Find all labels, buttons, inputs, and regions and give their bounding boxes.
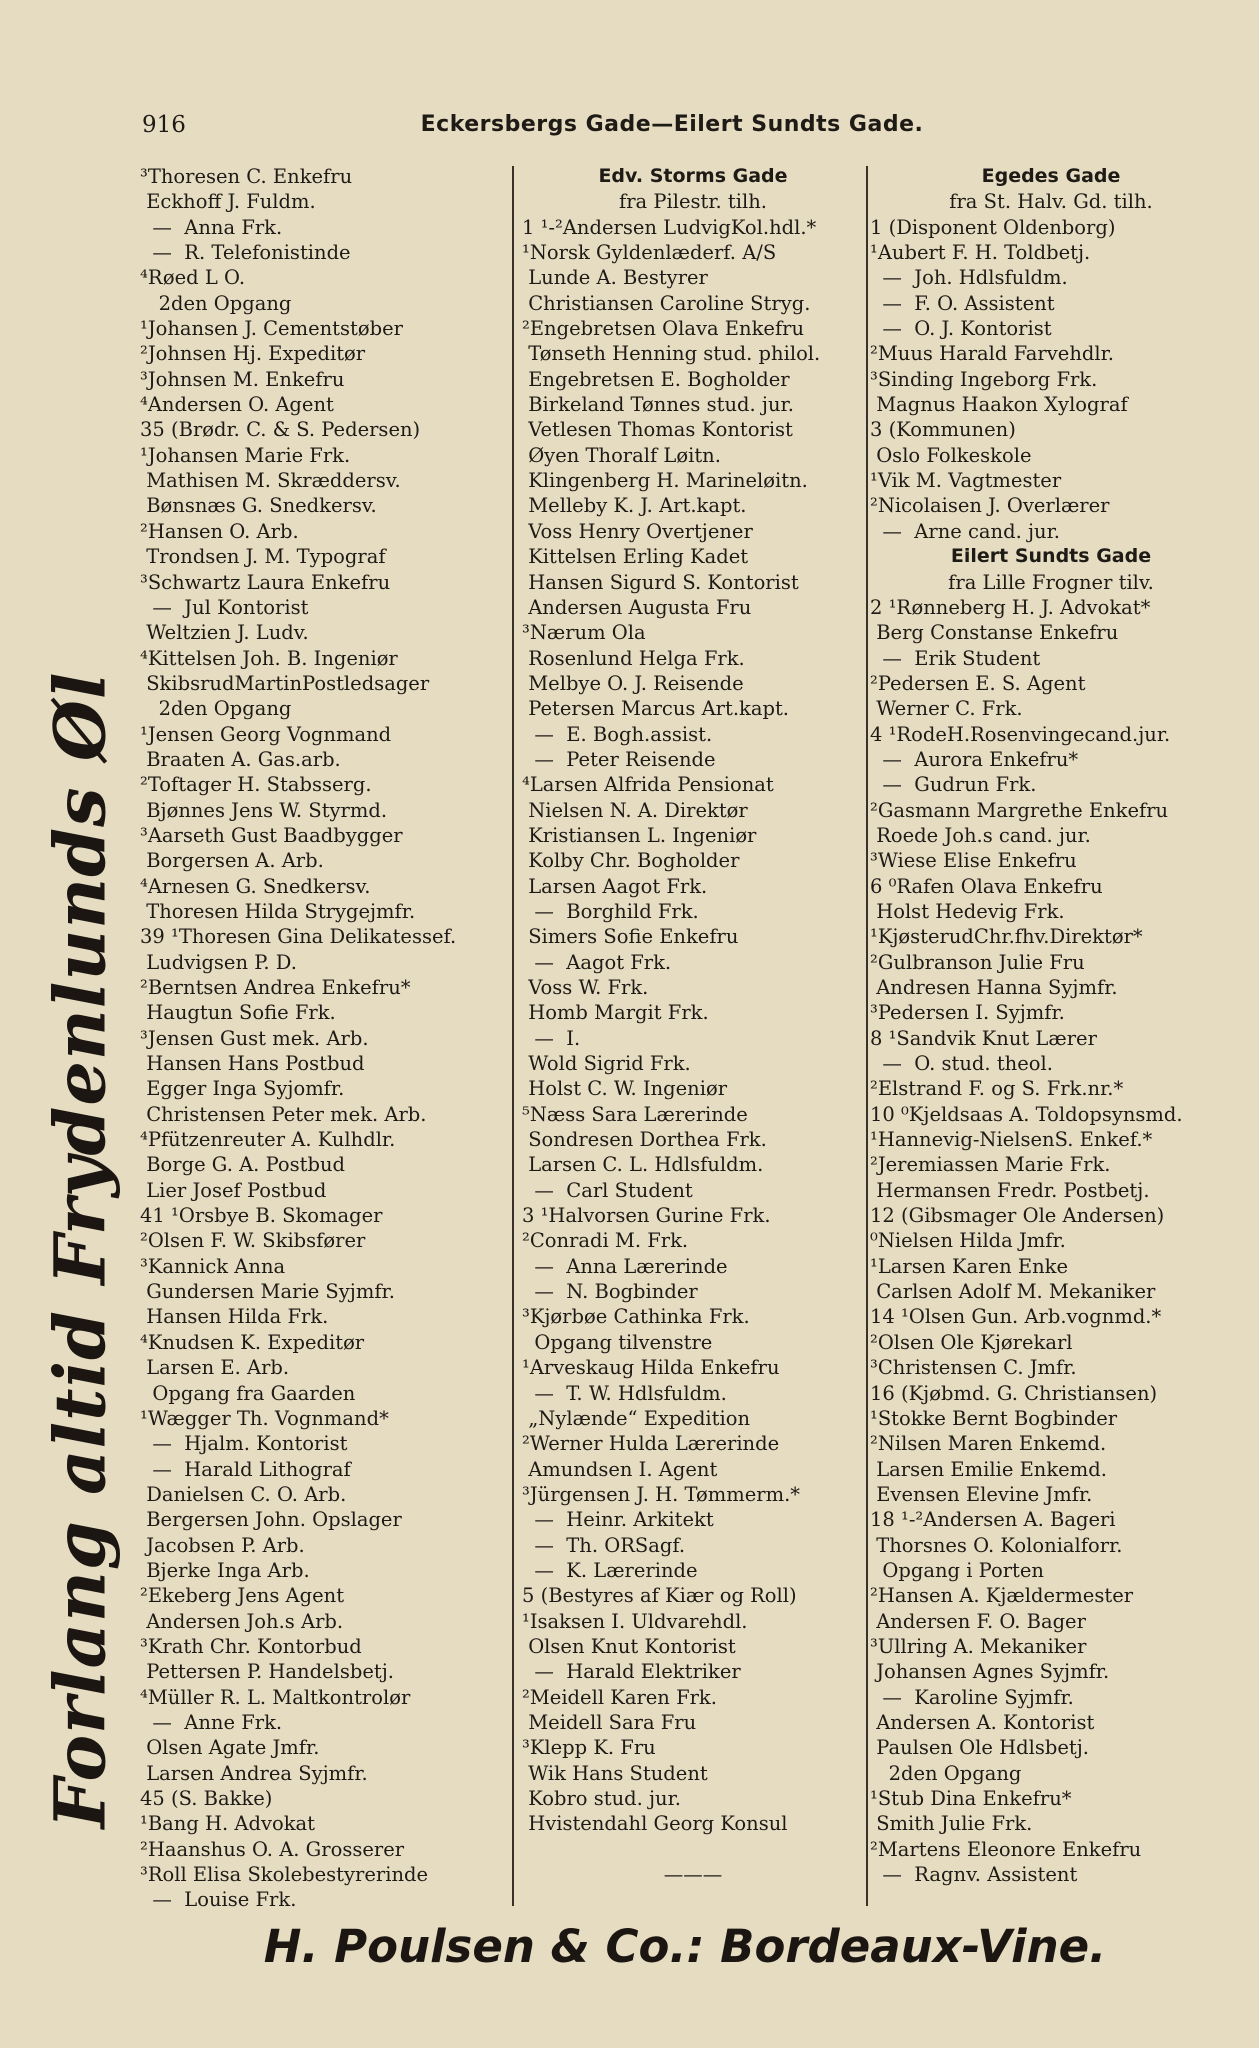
directory-entry: ¹Arveskaug Hilda Enkefru [522, 1356, 780, 1380]
directory-entry: ³Johnsen M. Enkefru [140, 367, 345, 391]
directory-entry: 14 ¹Olsen Gun. Arb.vognmd.* [870, 1305, 1162, 1329]
directory-entry: ⁰Nielsen Hilda Jmfr. [870, 1229, 1066, 1253]
directory-entry: ³Christensen C. Jmfr. [870, 1356, 1077, 1380]
directory-entry: — Harald Elektriker [522, 1660, 741, 1684]
directory-entry: Hansen Hans Postbud [140, 1052, 365, 1076]
directory-entry: Voss Henry Overtjener [522, 519, 753, 543]
directory-entry: ²Gasmann Margrethe Enkefru [870, 798, 1169, 822]
directory-entry: ⁴Andersen O. Agent [140, 393, 334, 417]
directory-entry: Wik Hans Student [522, 1761, 708, 1785]
directory-entry: Opgang tilvenstre [522, 1330, 713, 1354]
directory-entry: 2den Opgang [140, 697, 292, 721]
directory-entry: Lunde A. Bestyrer [522, 266, 708, 290]
directory-entry: Klingenberg H. Marineløitn. [522, 469, 808, 493]
directory-entry: ²Werner Hulda Lærerinde [522, 1432, 780, 1456]
directory-entry: — R. Telefonistinde [140, 241, 351, 265]
directory-entry: Hermansen Fredr. Postbetj. [870, 1178, 1150, 1202]
directory-entry: — O. stud. theol. [870, 1052, 1053, 1076]
directory-entry: ¹KjøsterudChr.fhv.Direktør* [870, 925, 1143, 949]
directory-entry: Trondsen J. M. Typograf [140, 545, 386, 569]
directory-entry: Larsen Andrea Syjmfr. [140, 1761, 368, 1785]
directory-entry: 3 (Kommunen) [870, 418, 1016, 442]
directory-entry: Berg Constanse Enkefru [870, 621, 1119, 645]
directory-entry: — Arne cand. jur. [870, 519, 1060, 543]
directory-entry: Homb Margit Frk. [522, 1001, 709, 1025]
directory-entry: Amundsen I. Agent [522, 1457, 718, 1481]
directory-entry: Borge G. A. Postbud [140, 1153, 346, 1177]
directory-entry: — Erik Student [870, 646, 1041, 670]
directory-entry: 18 ¹-²Andersen A. Bageri [870, 1508, 1116, 1532]
directory-entry: ⁴Røed L O. [140, 266, 246, 290]
directory-entry: Tønseth Henning stud. philol. [522, 342, 821, 366]
directory-entry: Roede Joh.s cand. jur. [870, 823, 1091, 847]
directory-entry: Magnus Haakon Xylograf [870, 393, 1128, 417]
directory-entry: — I. [522, 1026, 581, 1050]
directory-entry: ²Martens Eleonore Enkefru [870, 1837, 1142, 1861]
directory-entry: Bjønnes Jens W. Styrmd. [140, 798, 388, 822]
directory-entry: ³Roll Elisa Skolebestyrerinde [140, 1863, 429, 1887]
directory-entry: ²Jeremiassen Marie Frk. [870, 1153, 1111, 1177]
directory-entry: Pettersen P. Handelsbetj. [140, 1660, 394, 1684]
directory-column-1 [140, 164, 506, 1913]
directory-entry: — Borghild Frk. [522, 899, 699, 923]
directory-entry: ²Toftager H. Stabsserg. [140, 773, 372, 797]
directory-entry: 16 (Kjøbmd. G. Christiansen) [870, 1381, 1158, 1405]
directory-entry: 6 ⁰Rafen Olava Enkefru [870, 874, 1103, 898]
directory-entry: ²Berntsen Andrea Enkefru* [140, 976, 411, 999]
directory-entry: ¹Hannevig-NielsenS. Enkef.* [870, 1128, 1153, 1152]
directory-entry: ⁴Müller R. L. Maltkontrolør [140, 1685, 411, 1709]
directory-entry: — Karoline Syjmfr. [870, 1685, 1074, 1709]
directory-entry: Jacobsen P. Arb. [140, 1533, 305, 1557]
directory-entry: Sondresen Dorthea Frk. [522, 1128, 767, 1152]
directory-entry: Ludvigsen P. D. [140, 950, 297, 974]
directory-entry: — Gudrun Frk. [870, 773, 1037, 797]
directory-entry: 2 ¹Rønneberg H. J. Advokat* [870, 595, 1151, 619]
directory-entry: ³Kjørbøe Cathinka Frk. [522, 1305, 750, 1329]
directory-entry: 1 ¹-²Andersen LudvigKol.hdl.* [522, 215, 817, 239]
directory-entry: ²Pedersen E. S. Agent [870, 671, 1086, 695]
directory-entry: Evensen Elevine Jmfr. [870, 1482, 1093, 1506]
directory-entry: Olsen Knut Kontorist [522, 1634, 736, 1658]
directory-entry: ⁴Larsen Alfrida Pensionat [522, 773, 774, 797]
directory-entry: Opgang fra Gaarden [140, 1381, 356, 1405]
directory-entry: ⁴Arnesen G. Snedkersv. [140, 874, 371, 898]
directory-entry: ³Ullring A. Mekaniker [870, 1634, 1087, 1658]
directory-entry: Engebretsen E. Bogholder [522, 367, 790, 391]
directory-entry: ³Nærum Ola [522, 621, 646, 645]
directory-entry: Thoresen Hilda Strygejmfr. [140, 899, 416, 923]
directory-entry: ³Schwartz Laura Enkefru [140, 570, 391, 594]
directory-entry: 8 ¹Sandvik Knut Lærer [870, 1026, 1097, 1050]
directory-entry: Opgang i Porten [870, 1558, 1044, 1582]
directory-entry: ¹Jensen Georg Vognmand [140, 722, 392, 746]
directory-entry: 2den Opgang [870, 1761, 1022, 1785]
directory-entry: Andersen Joh.s Arb. [140, 1609, 344, 1633]
directory-entry: ²Engebretsen Olava Enkefru [522, 317, 805, 341]
street-heading: Eilert Sundts Gade [950, 545, 1152, 568]
directory-entry: Nielsen N. A. Direktør [522, 798, 748, 822]
directory-entry: ²Johnsen Hj. Expeditør [140, 342, 366, 366]
directory-entry: Paulsen Ole Hdlsbetj. [870, 1736, 1089, 1760]
directory-entry: ²Nicolaisen J. Overlærer [870, 494, 1110, 518]
directory-entry: fra St. Halv. Gd. tilh. [949, 190, 1153, 214]
bottom-advertisement: H. Poulsen & Co.: Bordeaux-Vine. [263, 1920, 1107, 1973]
directory-entry: ¹Larsen Karen Enke [870, 1254, 1068, 1278]
directory-entry: — Heinr. Arkitekt [522, 1508, 714, 1532]
directory-entry: Olsen Agate Jmfr. [140, 1736, 320, 1760]
page-header [142, 112, 1202, 146]
directory-entry: — E. Bogh.assist. [522, 722, 713, 746]
directory-column-3 [870, 164, 1232, 1887]
directory-entry: ¹Norsk Gyldenlæderf. A/S [522, 241, 777, 265]
directory-entry: — Peter Reisende [522, 747, 716, 771]
directory-entry: Bønsnæs G. Snedkersv. [140, 494, 377, 518]
directory-entry: 4 ¹RodeH.Rosenvingecand.jur. [870, 722, 1171, 746]
directory-entry: 10 ⁰Kjeldsaas A. Toldopsynsmd. [870, 1102, 1183, 1126]
directory-entry: Larsen Aagot Frk. [522, 874, 708, 898]
directory-entry: — Aagot Frk. [522, 950, 672, 974]
directory-entry: Bjerke Inga Arb. [140, 1558, 310, 1582]
directory-entry: Øyen Thoralf Løitn. [522, 443, 721, 467]
directory-entry: 1 (Disponent Oldenborg) [870, 215, 1116, 239]
directory-entry: 3 ¹Halvorsen Gurine Frk. [522, 1204, 771, 1228]
directory-entry: — F. O. Assistent [870, 291, 1055, 315]
directory-entry: 12 (Gibsmager Ole Andersen) [870, 1204, 1165, 1228]
directory-entry: ³Kannick Anna [140, 1254, 286, 1278]
directory-entry: 5 (Bestyres af Kiær og Roll) [522, 1584, 797, 1608]
directory-entry: ¹Bang H. Advokat [140, 1812, 316, 1836]
directory-entry: Larsen Emilie Enkemd. [870, 1457, 1107, 1481]
directory-entry: Kobro stud. jur. [522, 1787, 681, 1810]
directory-entry: — Anna Lærerinde [522, 1254, 728, 1278]
directory-entry [522, 1837, 864, 1862]
directory-entry: fra Pilestr. tilh. [619, 190, 767, 214]
directory-entry: ²Meidell Karen Frk. [522, 1685, 717, 1709]
directory-entry: 41 ¹Orsbye B. Skomager [140, 1204, 383, 1228]
directory-entry: ³Sinding Ingeborg Frk. [870, 367, 1098, 391]
page-title: Eckersbergs Gade—Eilert Sundts Gade. [420, 112, 924, 137]
directory-entry: Andresen Hanna Syjmfr. [870, 976, 1118, 999]
directory-entry: Gundersen Marie Syjmfr. [140, 1280, 395, 1304]
directory-entry: ¹Johansen J. Cementstøber [140, 317, 403, 341]
side-advertisement-text: Forlang altid Frydenlunds Øl [38, 671, 122, 1829]
directory-entry: ²Muus Harald Farvehdlr. [870, 342, 1114, 366]
directory-entry: Hvistendahl Georg Konsul [522, 1812, 788, 1836]
directory-entry: Christiansen Caroline Stryg. [522, 291, 811, 315]
directory-entry: — K. Lærerinde [522, 1558, 698, 1582]
directory-entry: SkibsrudMartinPostledsager [140, 671, 430, 695]
directory-entry: — Aurora Enkefru* [870, 747, 1079, 771]
directory-entry: Vetlesen Thomas Kontorist [522, 418, 793, 442]
directory-entry: Birkeland Tønnes stud. jur. [522, 393, 794, 417]
directory-entry: ²Hansen A. Kjældermester [870, 1584, 1134, 1608]
directory-entry: ²Nilsen Maren Enkemd. [870, 1432, 1107, 1456]
directory-entry: ³Jensen Gust mek. Arb. [140, 1026, 369, 1050]
directory-entry: ³Jürgensen J. H. Tømmerm.* [522, 1482, 801, 1506]
directory-entry: ²Elstrand F. og S. Frk.nr.* [870, 1077, 1124, 1101]
directory-entry: ²Hansen O. Arb. [140, 519, 299, 543]
directory-entry: Meidell Sara Fru [522, 1710, 697, 1734]
directory-entry: Lier Josef Postbud [140, 1178, 327, 1202]
directory-entry: ²Gulbranson Julie Fru [870, 950, 1085, 974]
column-divider [866, 166, 868, 1906]
directory-entry: Mathisen M. Skræddersv. [140, 469, 401, 493]
directory-entry: ³Thoresen C. Enkefru [140, 165, 353, 188]
directory-entry: Rosenlund Helga Frk. [522, 646, 745, 670]
directory-entry: Braaten A. Gas.arb. [140, 747, 341, 771]
directory-entry: ²Ekeberg Jens Agent [140, 1584, 345, 1608]
directory-entry: „Nylænde“ Expedition [522, 1406, 751, 1430]
directory-entry: ³Klepp K. Fru [522, 1736, 656, 1760]
directory-entry: ¹Stokke Bernt Bogbinder [870, 1406, 1118, 1430]
directory-entry: — T. W. Hdlsfuldm. [522, 1381, 727, 1405]
directory-entry: — Anne Frk. [140, 1710, 283, 1734]
directory-entry: ¹Isaksen I. Uldvarehdl. [522, 1609, 748, 1633]
directory-entry: Melleby K. J. Art.kapt. [522, 494, 747, 518]
directory-entry: — Harald Lithograf [140, 1457, 351, 1481]
directory-entry: Kolby Chr. Bogholder [522, 849, 740, 873]
directory-entry: Smith Julie Frk. [870, 1812, 1033, 1836]
directory-entry: ¹Johansen Marie Frk. [140, 443, 351, 467]
directory-entry: ³Wiese Elise Enkefru [870, 849, 1077, 873]
directory-entry: — Hjalm. Kontorist [140, 1432, 348, 1456]
directory-entry: ³Aarseth Gust Baadbygger [140, 823, 403, 847]
directory-entry: ——— [663, 1863, 723, 1887]
directory-entry: Petersen Marcus Art.kapt. [522, 697, 789, 721]
directory-entry: 35 (Brødr. C. & S. Pedersen) [140, 418, 421, 442]
directory-entry: Larsen E. Arb. [140, 1356, 290, 1380]
directory-entry: ¹Aubert F. H. Toldbetj. [870, 241, 1091, 265]
directory-entry: Johansen Agnes Syjmfr. [870, 1660, 1110, 1684]
directory-entry: Thorsnes O. Kolonialforr. [870, 1533, 1123, 1557]
directory-entry: — Th. ORSagf. [522, 1533, 686, 1557]
directory-entry: Hansen Hilda Frk. [140, 1305, 329, 1329]
directory-entry: Simers Sofie Enkefru [522, 925, 739, 949]
directory-entry: ⁴Kittelsen Joh. B. Ingeniør [140, 646, 398, 670]
directory-entry: ¹Wægger Th. Vognmand* [140, 1406, 389, 1430]
directory-entry: Andersen Augusta Fru [522, 595, 752, 619]
directory-entry: ¹Vik M. Vagtmester [870, 469, 1062, 493]
directory-entry: Werner C. Frk. [870, 697, 1023, 721]
directory-entry: Christensen Peter mek. Arb. [140, 1102, 427, 1126]
directory-entry: Eckhoff J. Fuldm. [140, 190, 316, 214]
directory-entry: Weltzien J. Ludv. [140, 621, 309, 645]
directory-entry: Danielsen C. O. Arb. [140, 1482, 347, 1506]
directory-entry: 45 (S. Bakke) [140, 1787, 273, 1810]
directory-entry: — O. J. Kontorist [870, 317, 1052, 341]
directory-entry: 2den Opgang [140, 291, 292, 315]
directory-entry: Kristiansen L. Ingeniør [522, 823, 757, 847]
directory-entry: ⁵Næss Sara Lærerinde [522, 1102, 748, 1126]
directory-entry: Andersen F. O. Bager [870, 1609, 1086, 1633]
directory-entry: ³Pedersen I. Syjmfr. [870, 1001, 1065, 1025]
directory-entry: ⁴Pfützenreuter A. Kulhdlr. [140, 1128, 396, 1152]
directory-entry: — Anna Frk. [140, 215, 283, 239]
directory-entry: Wold Sigrid Frk. [522, 1052, 691, 1076]
directory-entry: — N. Bogbinder [522, 1280, 698, 1304]
street-heading: Egedes Gade [981, 165, 1121, 187]
directory-entry: — Carl Student [522, 1178, 693, 1202]
directory-entry: Hansen Sigurd S. Kontorist [522, 570, 799, 594]
directory-entry: Holst Hedevig Frk. [870, 899, 1065, 923]
directory-entry: ²Olsen Ole Kjørekarl [870, 1330, 1073, 1354]
directory-entry: Larsen C. L. Hdlsfuldm. [522, 1153, 764, 1177]
directory-column-2 [522, 164, 864, 1887]
directory-entry: Kittelsen Erling Kadet [522, 545, 749, 569]
directory-entry: Egger Inga Syjomfr. [140, 1077, 345, 1101]
directory-entry: Andersen A. Kontorist [870, 1710, 1095, 1734]
directory-entry: — Ragnv. Assistent [870, 1863, 1078, 1887]
page-number: 916 [142, 112, 186, 138]
directory-entry: — Jul Kontorist [140, 595, 309, 619]
directory-entry: Melbye O. J. Reisende [522, 671, 744, 695]
directory-entry: Haugtun Sofie Frk. [140, 1001, 336, 1025]
directory-entry: fra Lille Frogner tilv. [948, 570, 1154, 594]
directory-entry: Holst C. W. Ingeniør [522, 1077, 728, 1101]
directory-entry: Bergersen John. Opslager [140, 1508, 402, 1532]
directory-entry: Voss W. Frk. [522, 976, 649, 999]
column-divider [512, 166, 514, 1906]
directory-entry: 39 ¹Thoresen Gina Delikatessef. [140, 925, 457, 949]
directory-entry: ²Haanshus O. A. Grosserer [140, 1837, 405, 1861]
directory-entry: ¹Stub Dina Enkefru* [870, 1787, 1072, 1810]
directory-entry: Oslo Folkeskole [870, 443, 1032, 467]
directory-entry: Carlsen Adolf M. Mekaniker [870, 1280, 1156, 1304]
directory-entry: Borgersen A. Arb. [140, 849, 324, 873]
directory-entry: ²Olsen F. W. Skibsfører [140, 1229, 366, 1253]
directory-entry: — Louise Frk. [140, 1888, 297, 1912]
directory-entry: — Joh. Hdlsfuldm. [870, 266, 1068, 290]
directory-entry: ²Conradi M. Frk. [522, 1229, 689, 1253]
directory-entry: ⁴Knudsen K. Expeditør [140, 1330, 365, 1354]
directory-entry: ³Krath Chr. Kontorbud [140, 1634, 362, 1658]
street-heading: Edv. Storms Gade [598, 165, 788, 187]
side-advertisement [40, 560, 120, 1940]
